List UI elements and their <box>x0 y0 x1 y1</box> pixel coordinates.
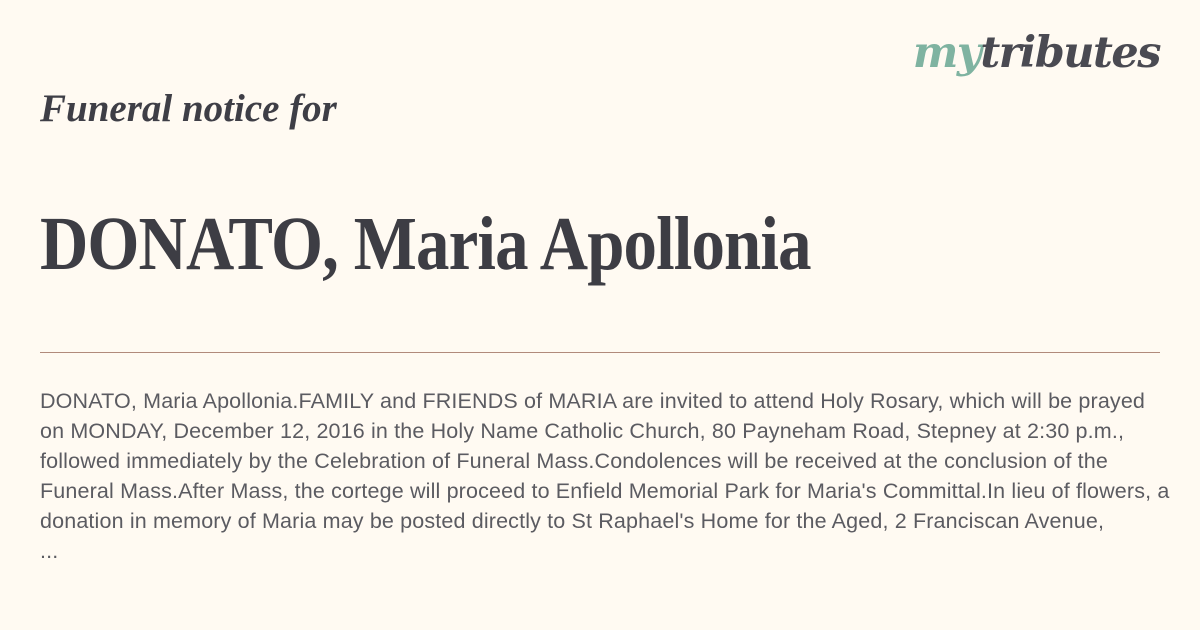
notice-body-block <box>40 386 1170 566</box>
notice-body-text: DONATO, Maria Apollonia.FAMILY and FRIENDS of MARIA are invited to attend Holy Rosary, which will be prayed on MONDAY, December 12, 2016 in the Holy Name Catholic Church, 80 Payneham Road, Stepney at 2:30 p.m., followed immediately by the Celebration of Funeral Mass.Condolences will be received at the conclusion of the Funeral Mass.After Mass, the cortege will proceed to Enfield Memorial Park for Maria's Committal.In lieu of flowers, a donation in memory of Maria may be posted directly to St Raphael's Home for the Aged, 2 Franciscan Avenue, <box>40 389 1170 533</box>
divider-line <box>40 352 1160 353</box>
deceased-name-title: DONATO, Maria Apollonia <box>40 202 811 286</box>
notice-kicker: Funeral notice for <box>40 87 337 130</box>
truncation-ellipsis: ... <box>40 539 59 563</box>
mytributes-logo <box>912 28 1160 78</box>
logo-text-tributes: tributes <box>980 28 1160 78</box>
logo-text-my: my <box>912 28 981 78</box>
